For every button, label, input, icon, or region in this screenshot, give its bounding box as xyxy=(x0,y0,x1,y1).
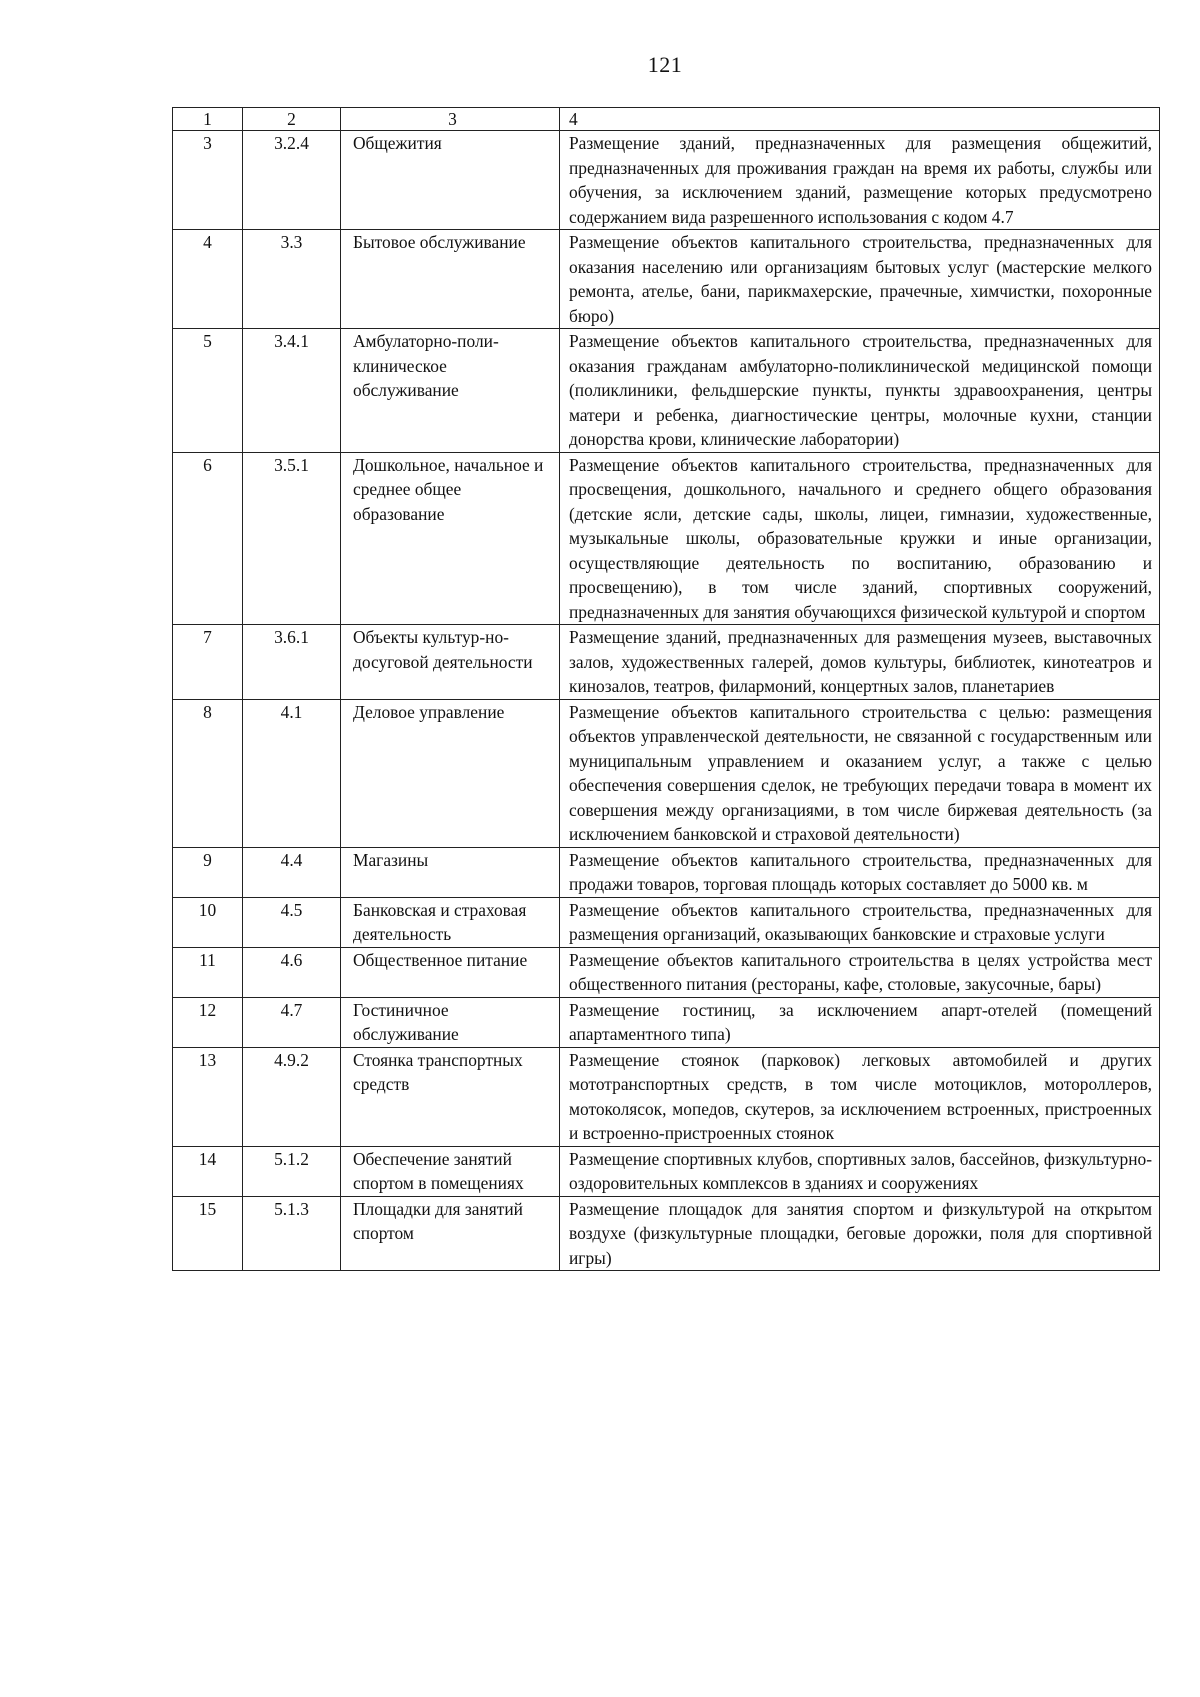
use-name-cell: Дошкольное, начальное и среднее общее образование xyxy=(341,452,560,625)
use-name-cell: Обеспечение занятий спортом в помещениях xyxy=(341,1146,560,1196)
header-col-4: 4 xyxy=(560,108,1160,131)
code-cell: 4.7 xyxy=(243,997,341,1047)
row-number-cell: 7 xyxy=(173,625,243,700)
table-row xyxy=(173,997,1160,1047)
header-col-1: 1 xyxy=(173,108,243,131)
table-row xyxy=(173,699,1160,847)
code-cell: 4.6 xyxy=(243,947,341,997)
row-number-cell: 15 xyxy=(173,1196,243,1271)
use-name-cell: Общежития xyxy=(341,131,560,230)
table-row xyxy=(173,452,1160,625)
use-name-cell: Деловое управление xyxy=(341,699,560,847)
description-cell: Размещение гостиниц, за исключением апарт-отелей (помещений апартаментного типа) xyxy=(560,997,1160,1047)
code-cell: 3.3 xyxy=(243,230,341,329)
code-cell: 4.5 xyxy=(243,897,341,947)
row-number-cell: 4 xyxy=(173,230,243,329)
row-number-cell: 6 xyxy=(173,452,243,625)
description-cell: Размещение площадок для занятия спортом и физкультурой на открытом воздухе (физкультурные площадки, беговые дорожки, поля для спортивной игры) xyxy=(560,1196,1160,1271)
row-number-cell: 3 xyxy=(173,131,243,230)
row-number-cell: 11 xyxy=(173,947,243,997)
description-cell: Размещение зданий, предназначенных для размещения общежитий, предназначенных для проживания граждан на время их работы, службы или обучения, за исключением зданий, размещение которых предусмотрено содержанием вида разрешенного использования с кодом 4.7 xyxy=(560,131,1160,230)
table-row xyxy=(173,329,1160,453)
table-row xyxy=(173,1146,1160,1196)
code-cell: 3.2.4 xyxy=(243,131,341,230)
land-use-table xyxy=(172,107,1160,1271)
description-cell: Размещение объектов капитального строительства, предназначенных для просвещения, дошкольного, начального и среднего общего образования (детские ясли, детские сады, школы, лицеи, гимназии, художественные, музыкальные школы, образовательные кружки и иные организации, осуществляющие деятельность по воспитанию, образованию и просвещению), в том числе зданий, спортивных сооружений, предназначенных для занятия обучающихся физической культурой и спортом xyxy=(560,452,1160,625)
table-row xyxy=(173,847,1160,897)
description-cell: Размещение стоянок (парковок) легковых автомобилей и других мототранспортных средств, в том числе мотоциклов, мотороллеров, мотоколясок, мопедов, скутеров, за исключением встроенных, пристроенных и встроенно-пристроенных стоянок xyxy=(560,1047,1160,1146)
table-row xyxy=(173,1196,1160,1271)
row-number-cell: 8 xyxy=(173,699,243,847)
table-row xyxy=(173,131,1160,230)
use-name-cell: Площадки для занятий спортом xyxy=(341,1196,560,1271)
table-row xyxy=(173,1047,1160,1146)
description-cell: Размещение зданий, предназначенных для размещения музеев, выставочных залов, художественных галерей, домов культуры, библиотек, кинотеатров и кинозалов, театров, филармоний, концертных залов, планетариев xyxy=(560,625,1160,700)
row-number-cell: 9 xyxy=(173,847,243,897)
page-number: 121 xyxy=(647,52,683,77)
description-cell: Размещение объектов капитального строительства, предназначенных для оказания гражданам амбулаторно-поликлинической медицинской помощи (поликлиники, фельдшерские пункты, пункты здравоохранения, центры матери и ребенка, диагностические центры, молочные кухни, станции донорства крови, клинические лаборатории) xyxy=(560,329,1160,453)
header-col-2: 2 xyxy=(243,108,341,131)
table-row xyxy=(173,897,1160,947)
table-row xyxy=(173,947,1160,997)
code-cell: 3.6.1 xyxy=(243,625,341,700)
row-number-cell: 12 xyxy=(173,997,243,1047)
use-name-cell: Объекты культур-но-досуговой деятельности xyxy=(341,625,560,700)
row-number-cell: 10 xyxy=(173,897,243,947)
description-cell: Размещение объектов капитального строительства с целью: размещения объектов управленческой деятельности, не связанной с государственным или муниципальным управлением и оказанием услуг, а также с целью обеспечения совершения сделок, не требующих передачи товара в момент их совершения между организациями, в том числе биржевая деятельность (за исключением банковской и страховой деятельности) xyxy=(560,699,1160,847)
use-name-cell: Общественное питание xyxy=(341,947,560,997)
header-col-3: 3 xyxy=(341,108,560,131)
row-number-cell: 14 xyxy=(173,1146,243,1196)
code-cell: 4.9.2 xyxy=(243,1047,341,1146)
code-cell: 5.1.3 xyxy=(243,1196,341,1271)
use-name-cell: Стоянка транспортных средств xyxy=(341,1047,560,1146)
description-cell: Размещение объектов капитального строительства в целях устройства мест общественного питания (рестораны, кафе, столовые, закусочные, бары) xyxy=(560,947,1160,997)
code-cell: 4.4 xyxy=(243,847,341,897)
code-cell: 4.1 xyxy=(243,699,341,847)
row-number-cell: 13 xyxy=(173,1047,243,1146)
use-name-cell: Гостиничное обслуживание xyxy=(341,997,560,1047)
description-cell: Размещение объектов капитального строительства, предназначенных для размещения организаций, оказывающих банковские и страховые услуги xyxy=(560,897,1160,947)
row-number-cell: 5 xyxy=(173,329,243,453)
table-body xyxy=(173,108,1160,1271)
description-cell: Размещение спортивных клубов, спортивных залов, бассейнов, физкультурно-оздоровительных комплексов в зданиях и сооружениях xyxy=(560,1146,1160,1196)
table-header-row xyxy=(173,108,1160,131)
description-cell: Размещение объектов капитального строительства, предназначенных для оказания населению или организациям бытовых услуг (мастерские мелкого ремонта, ателье, бани, парикмахерские, прачечные, химчистки, похоронные бюро) xyxy=(560,230,1160,329)
table-row xyxy=(173,230,1160,329)
use-name-cell: Магазины xyxy=(341,847,560,897)
description-cell: Размещение объектов капитального строительства, предназначенных для продажи товаров, торговая площадь которых составляет до 5000 кв. м xyxy=(560,847,1160,897)
table-row xyxy=(173,625,1160,700)
use-name-cell: Банковская и страховая деятельность xyxy=(341,897,560,947)
code-cell: 3.4.1 xyxy=(243,329,341,453)
use-name-cell: Амбулаторно-поли-клиническое обслуживание xyxy=(341,329,560,453)
use-name-cell: Бытовое обслуживание xyxy=(341,230,560,329)
code-cell: 3.5.1 xyxy=(243,452,341,625)
code-cell: 5.1.2 xyxy=(243,1146,341,1196)
